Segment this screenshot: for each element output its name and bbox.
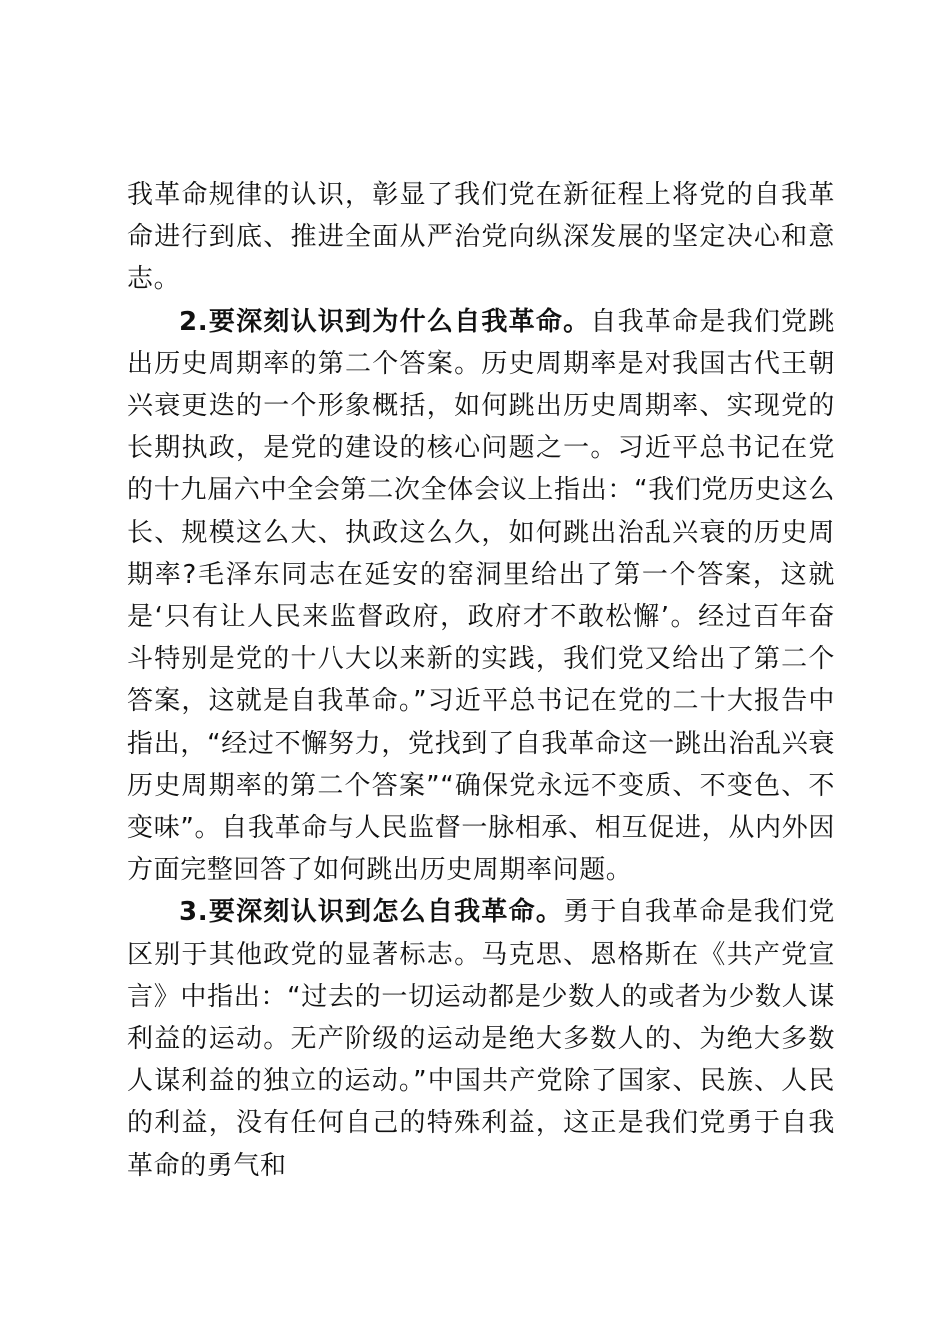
document-body — [127, 174, 835, 1187]
paragraph-3-lead: 3.要深刻认识到怎么自我革命。 — [179, 897, 564, 928]
paragraph-3-text: 勇于自我革命是我们党区别于其他政党的显著标志。马克思、恩格斯在《共产党宣言》中指出：“过去的一切运动都是少数人的或者为少数人谋利益的运动。无产阶级的运动是绝大多数人的、为绝大多数人谋利益的独立的运动。”中国共产党除了国家、民族、人民的利益，没有任何自己的特殊利益，这正是我们党勇于自我革命的勇气和 — [127, 897, 835, 1181]
paragraph-2-lead: 2.要深刻认识到为什么自我革命。 — [179, 306, 591, 337]
paragraph-2 — [127, 301, 835, 892]
paragraph-1-text: 我革命规律的认识，彰显了我们党在新征程上将党的自我革命进行到底、推进全面从严治党向纵深发展的坚定决心和意志。 — [127, 180, 835, 295]
paragraph-2-text: 自我革命是我们党跳出历史周期率的第二个答案。历史周期率是对我国古代王朝兴衰更迭的一个形象概括，如何跳出历史周期率、实现党的长期执政，是党的建设的核心问题之一。习近平总书记在党的十九届六中全会第二次全体会议上指出：“我们党历史这么长、规模这么大、执政这么久，如何跳出治乱兴衰的历史周期率?毛泽东同志在延安的窑洞里给出了第一个答案，这就是‘只有让人民来监督政府，政府才不敢松懈’。经过百年奋斗特别是党的十八大以来新的实践，我们党又给出了第二个答案，这就是自我革命。”习近平总书记在党的二十大报告中指出，“经过不懈努力，党找到了自我革命这一跳出治乱兴衰历史周期率的第二个答案”“确保党永远不变质、不变色、不变味”。自我革命与人民监督一脉相承、相互促进，从内外因方面完整回答了如何跳出历史周期率问题。 — [127, 306, 835, 886]
paragraph-1 — [127, 174, 835, 301]
paragraph-3 — [127, 891, 835, 1186]
